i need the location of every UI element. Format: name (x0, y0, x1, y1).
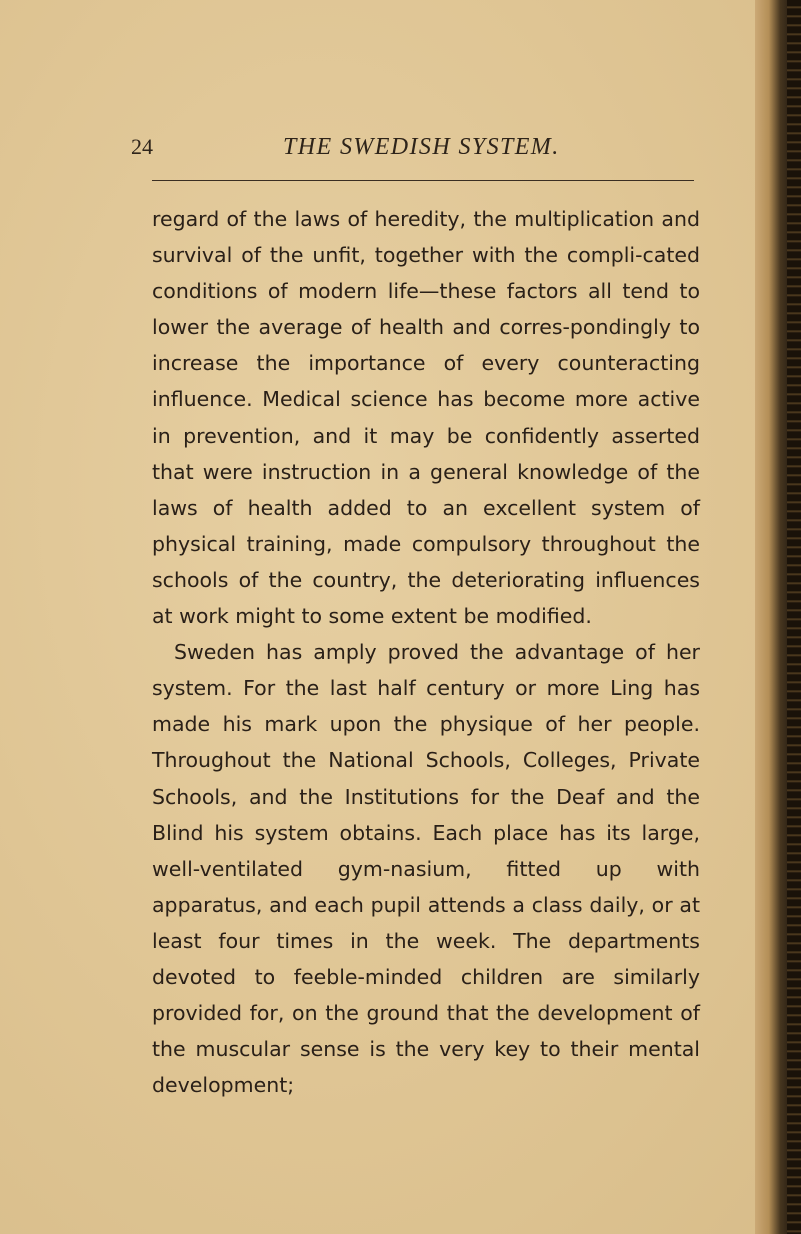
page-number: 24 (131, 134, 153, 159)
paragraph-1: regard of the laws of heredity, the multiplication and survival of the unfit, together with the compli-cated conditions of modern life—these factors all tend to lower the average of health and corres-pondingly to increase the importance of every counteracting influence. Medical science has become more active in prevention, and it may be confidently asserted that were instruction in a general knowledge of the laws of health added to an excellent system of physical training, made compulsory throughout the schools of the country, the deteriorating influences at work might to some extent be modified. (152, 207, 700, 629)
paragraph-2: Sweden has amply proved the advantage of her system. For the last half century or more Ling has made his mark upon the physique of her people. Throughout the National Schools, Colleges, Private Schools, and the Institutions for the Deaf and the Blind his system obtains. Each place has its large, well-ventilated gym-nasium, fitted up with apparatus, and each pupil attends a class daily, or at least four times in the week. The departments devoted to feeble-minded children are similarly provided for, on the ground that the development of the muscular sense is the very key to their mental development; (152, 640, 700, 1098)
body-text (152, 201, 700, 1103)
running-title: THE SWEDISH SYSTEM. (283, 134, 560, 160)
book-spine-edge (787, 0, 801, 1234)
header-rule (152, 180, 694, 181)
